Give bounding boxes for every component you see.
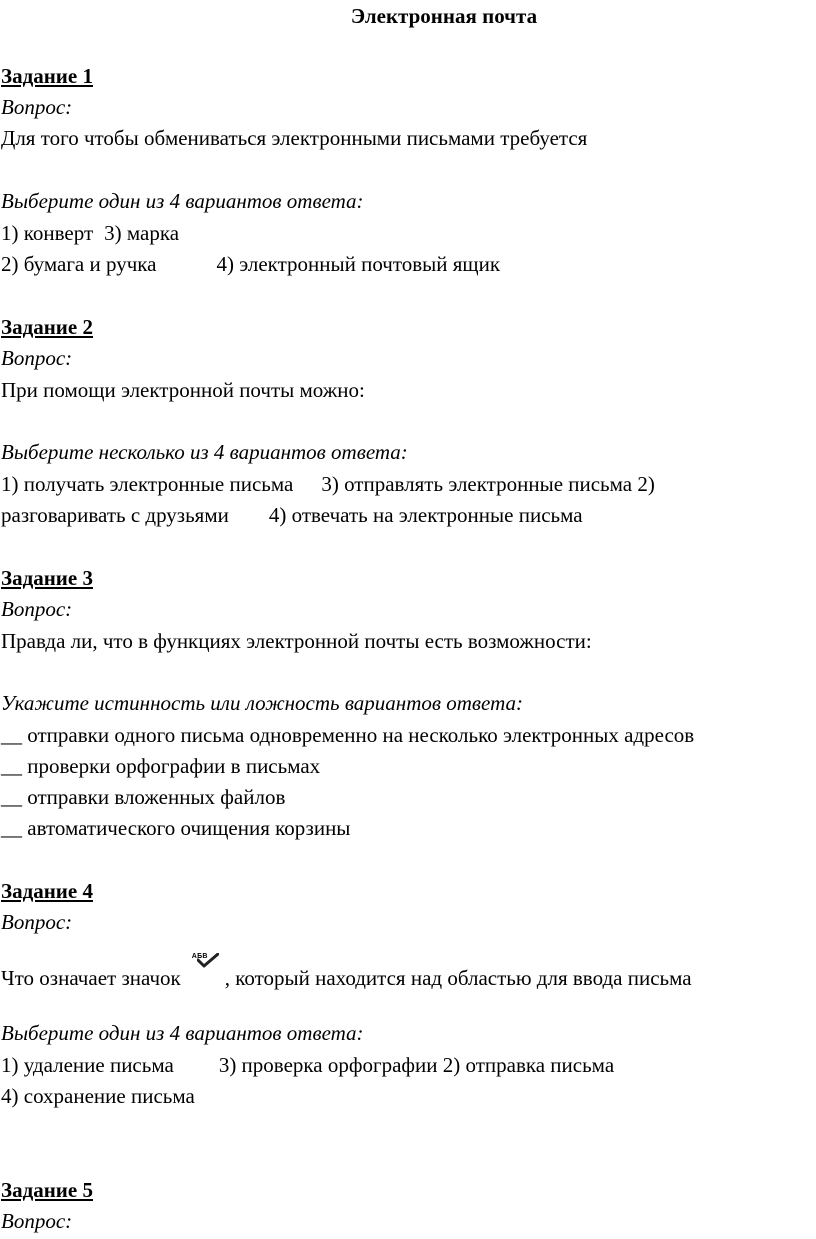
task-1-answer-3: 3) марка (104, 221, 180, 245)
spellcheck-icon-text: АБВ (191, 953, 208, 960)
task-2-answer-2: разговаривать с друзьями (1, 503, 229, 527)
task-1-question-label: Вопрос: (1, 95, 73, 119)
task-1-answers-row-2 (1, 252, 500, 276)
task-5-question-label: Вопрос: (1, 1209, 73, 1233)
task-1-heading: Задание 1 (1, 64, 93, 88)
task-4-instruction: Выберите один из 4 вариантов ответа: (1, 1021, 364, 1045)
task-4-question (1, 953, 692, 990)
task-2-question-label: Вопрос: (1, 346, 73, 370)
task-4-question-label: Вопрос: (1, 910, 73, 934)
task-4-question-before: Что означает значок (1, 966, 181, 990)
task-3-answer-4: __ автоматического очищения корзины (1, 816, 351, 840)
task-4-answer-1: 1) удаление письма (1, 1053, 174, 1077)
spellcheck-icon (191, 953, 221, 987)
task-3-question-label: Вопрос: (1, 597, 73, 621)
document-title: Электронная почта (350, 4, 538, 28)
task-2-answer-3: 3) отправлять электронные письма 2) (321, 472, 655, 496)
task-2-question: При помощи электронной почты можно: (1, 378, 365, 402)
task-1-answer-2: 2) бумага и ручка (1, 252, 157, 276)
task-2-heading: Задание 2 (1, 315, 93, 339)
task-4-answer-3: 3) проверка орфографии 2) отправка письма (218, 1053, 615, 1077)
task-2-answers-row-2 (1, 503, 583, 527)
task-3-answer-2: __ проверки орфографии в письмах (1, 754, 321, 778)
task-4-heading: Задание 4 (1, 879, 93, 903)
task-1-instruction: Выберите один из 4 вариантов ответа: (1, 189, 364, 213)
checkmark-icon (197, 953, 219, 969)
task-1-answer-1: 1) конверт (1, 221, 94, 245)
task-3-answer-1: __ отправки одного письма одновременно на несколько электронных адресов (1, 723, 695, 747)
task-2-instruction: Выберите несколько из 4 вариантов ответа: (1, 440, 408, 464)
task-4-question-after: , который находится над областью для ввода письма (224, 966, 692, 990)
task-5-heading: Задание 5 (1, 1178, 93, 1202)
task-2-answers-row-1 (1, 472, 655, 496)
task-3-question: Правда ли, что в функциях электронной почты есть возможности: (1, 629, 592, 653)
task-2-answer-4: 4) отвечать на электронные письма (268, 503, 583, 527)
task-2-answer-1: 1) получать электронные письма (1, 472, 294, 496)
task-4-answer-4: 4) сохранение письма (1, 1084, 195, 1108)
task-1-answer-4: 4) электронный почтовый ящик (216, 252, 501, 276)
task-1-answers-row-1 (1, 221, 179, 245)
task-3-heading: Задание 3 (1, 566, 93, 590)
task-3-answer-3: __ отправки вложенных файлов (1, 785, 286, 809)
task-1-question: Для того чтобы обмениваться электронными письмами требуется (1, 126, 588, 150)
task-4-answers-row-1 (1, 1053, 614, 1077)
task-3-instruction: Укажите истинность или ложность вариантов ответа: (1, 691, 523, 715)
